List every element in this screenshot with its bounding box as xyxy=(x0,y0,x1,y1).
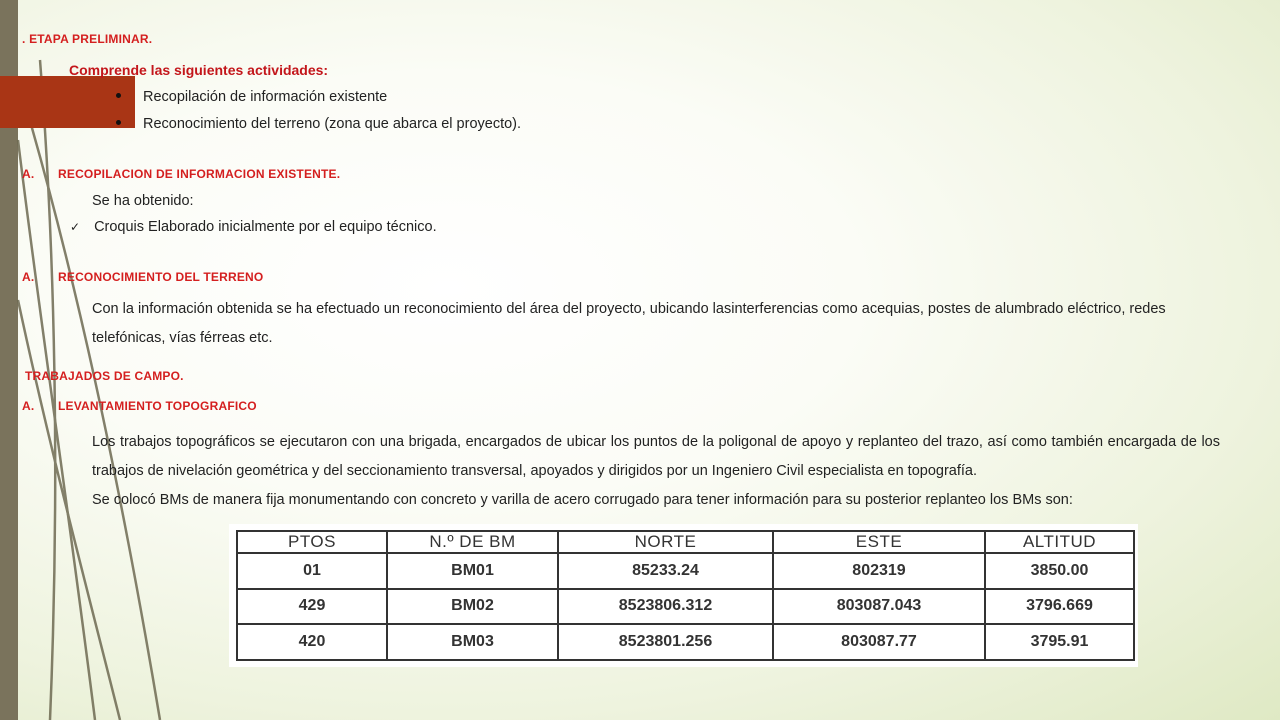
table-cell: 01 xyxy=(237,553,387,589)
table-cell: 803087.043 xyxy=(773,589,985,625)
table-row xyxy=(237,589,1134,625)
table-cell: 8523806.312 xyxy=(558,589,773,625)
table-header-cell: NORTE xyxy=(558,531,773,553)
se-ha-obtenido-text: Se ha obtenido: xyxy=(92,193,194,209)
table-header-row xyxy=(237,531,1134,553)
table-cell: 802319 xyxy=(773,553,985,589)
table-cell: BM03 xyxy=(387,624,558,660)
table-cell: BM01 xyxy=(387,553,558,589)
levantamiento-heading: A. LEVANTAMIENTO TOPOGRAFICO xyxy=(22,399,257,413)
bullet-dot-icon xyxy=(116,120,121,125)
check-item: ✓ Croquis Elaborado inicialmente por el equipo técnico. xyxy=(70,219,437,235)
bullet-dot-icon xyxy=(116,93,121,98)
recopilacion-heading: A. RECOPILACION DE INFORMACION EXISTENTE. xyxy=(22,167,341,181)
bm-table xyxy=(236,530,1135,661)
table-header-cell: ESTE xyxy=(773,531,985,553)
table-cell: 8523801.256 xyxy=(558,624,773,660)
comprende-heading: Comprende las siguientes actividades: xyxy=(69,62,329,78)
table-cell: 85233.24 xyxy=(558,553,773,589)
table-cell: 3795.91 xyxy=(985,624,1134,660)
table-row xyxy=(237,624,1134,660)
table-cell: 3850.00 xyxy=(985,553,1134,589)
table-row xyxy=(237,553,1134,589)
table-cell: 420 xyxy=(237,624,387,660)
bm-paragraph: Se colocó BMs de manera fija monumentando con concreto y varilla de acero corrugado para tener información para su posterior replanteo los BMs son: xyxy=(92,492,1073,508)
levantamiento-paragraph: Los trabajos topográficos se ejecutaron con una brigada, encargados de ubicar los puntos de la poligonal de apoyo y replanteo del trazo, así como también encargada de los trabajos de nivelación geométrica y del seccionamiento transversal, apoyados y dirigidos por un Ingeniero Civil especialista en topografía. xyxy=(92,434,1220,479)
trabajos-campo-heading: TRABAJADOS DE CAMPO. xyxy=(25,369,184,383)
etapa-preliminar-heading: . ETAPA PRELIMINAR. xyxy=(22,32,153,46)
bm-table-container xyxy=(229,524,1138,667)
table-header-cell: N.º DE BM xyxy=(387,531,558,553)
table-cell: 429 xyxy=(237,589,387,625)
accent-tab xyxy=(0,76,135,128)
bullet-item: Reconocimiento del terreno (zona que abarca el proyecto). xyxy=(116,116,521,132)
bullet-item: Recopilación de información existente xyxy=(116,89,387,105)
reconocimiento-paragraph: Con la información obtenida se ha efectuado un reconocimiento del área del proyecto, ubicando lasinterferencias como acequias, postes de alumbrado eléctrico, redes telefónicas, vías férreas etc. xyxy=(92,301,1166,346)
table-cell: 3796.669 xyxy=(985,589,1134,625)
table-cell: 803087.77 xyxy=(773,624,985,660)
table-header-cell: ALTITUD xyxy=(985,531,1134,553)
reconocimiento-heading: A. RECONOCIMIENTO DEL TERRENO xyxy=(22,270,264,284)
table-header-cell: PTOS xyxy=(237,531,387,553)
table-cell: BM02 xyxy=(387,589,558,625)
checkmark-icon: ✓ xyxy=(70,220,81,234)
